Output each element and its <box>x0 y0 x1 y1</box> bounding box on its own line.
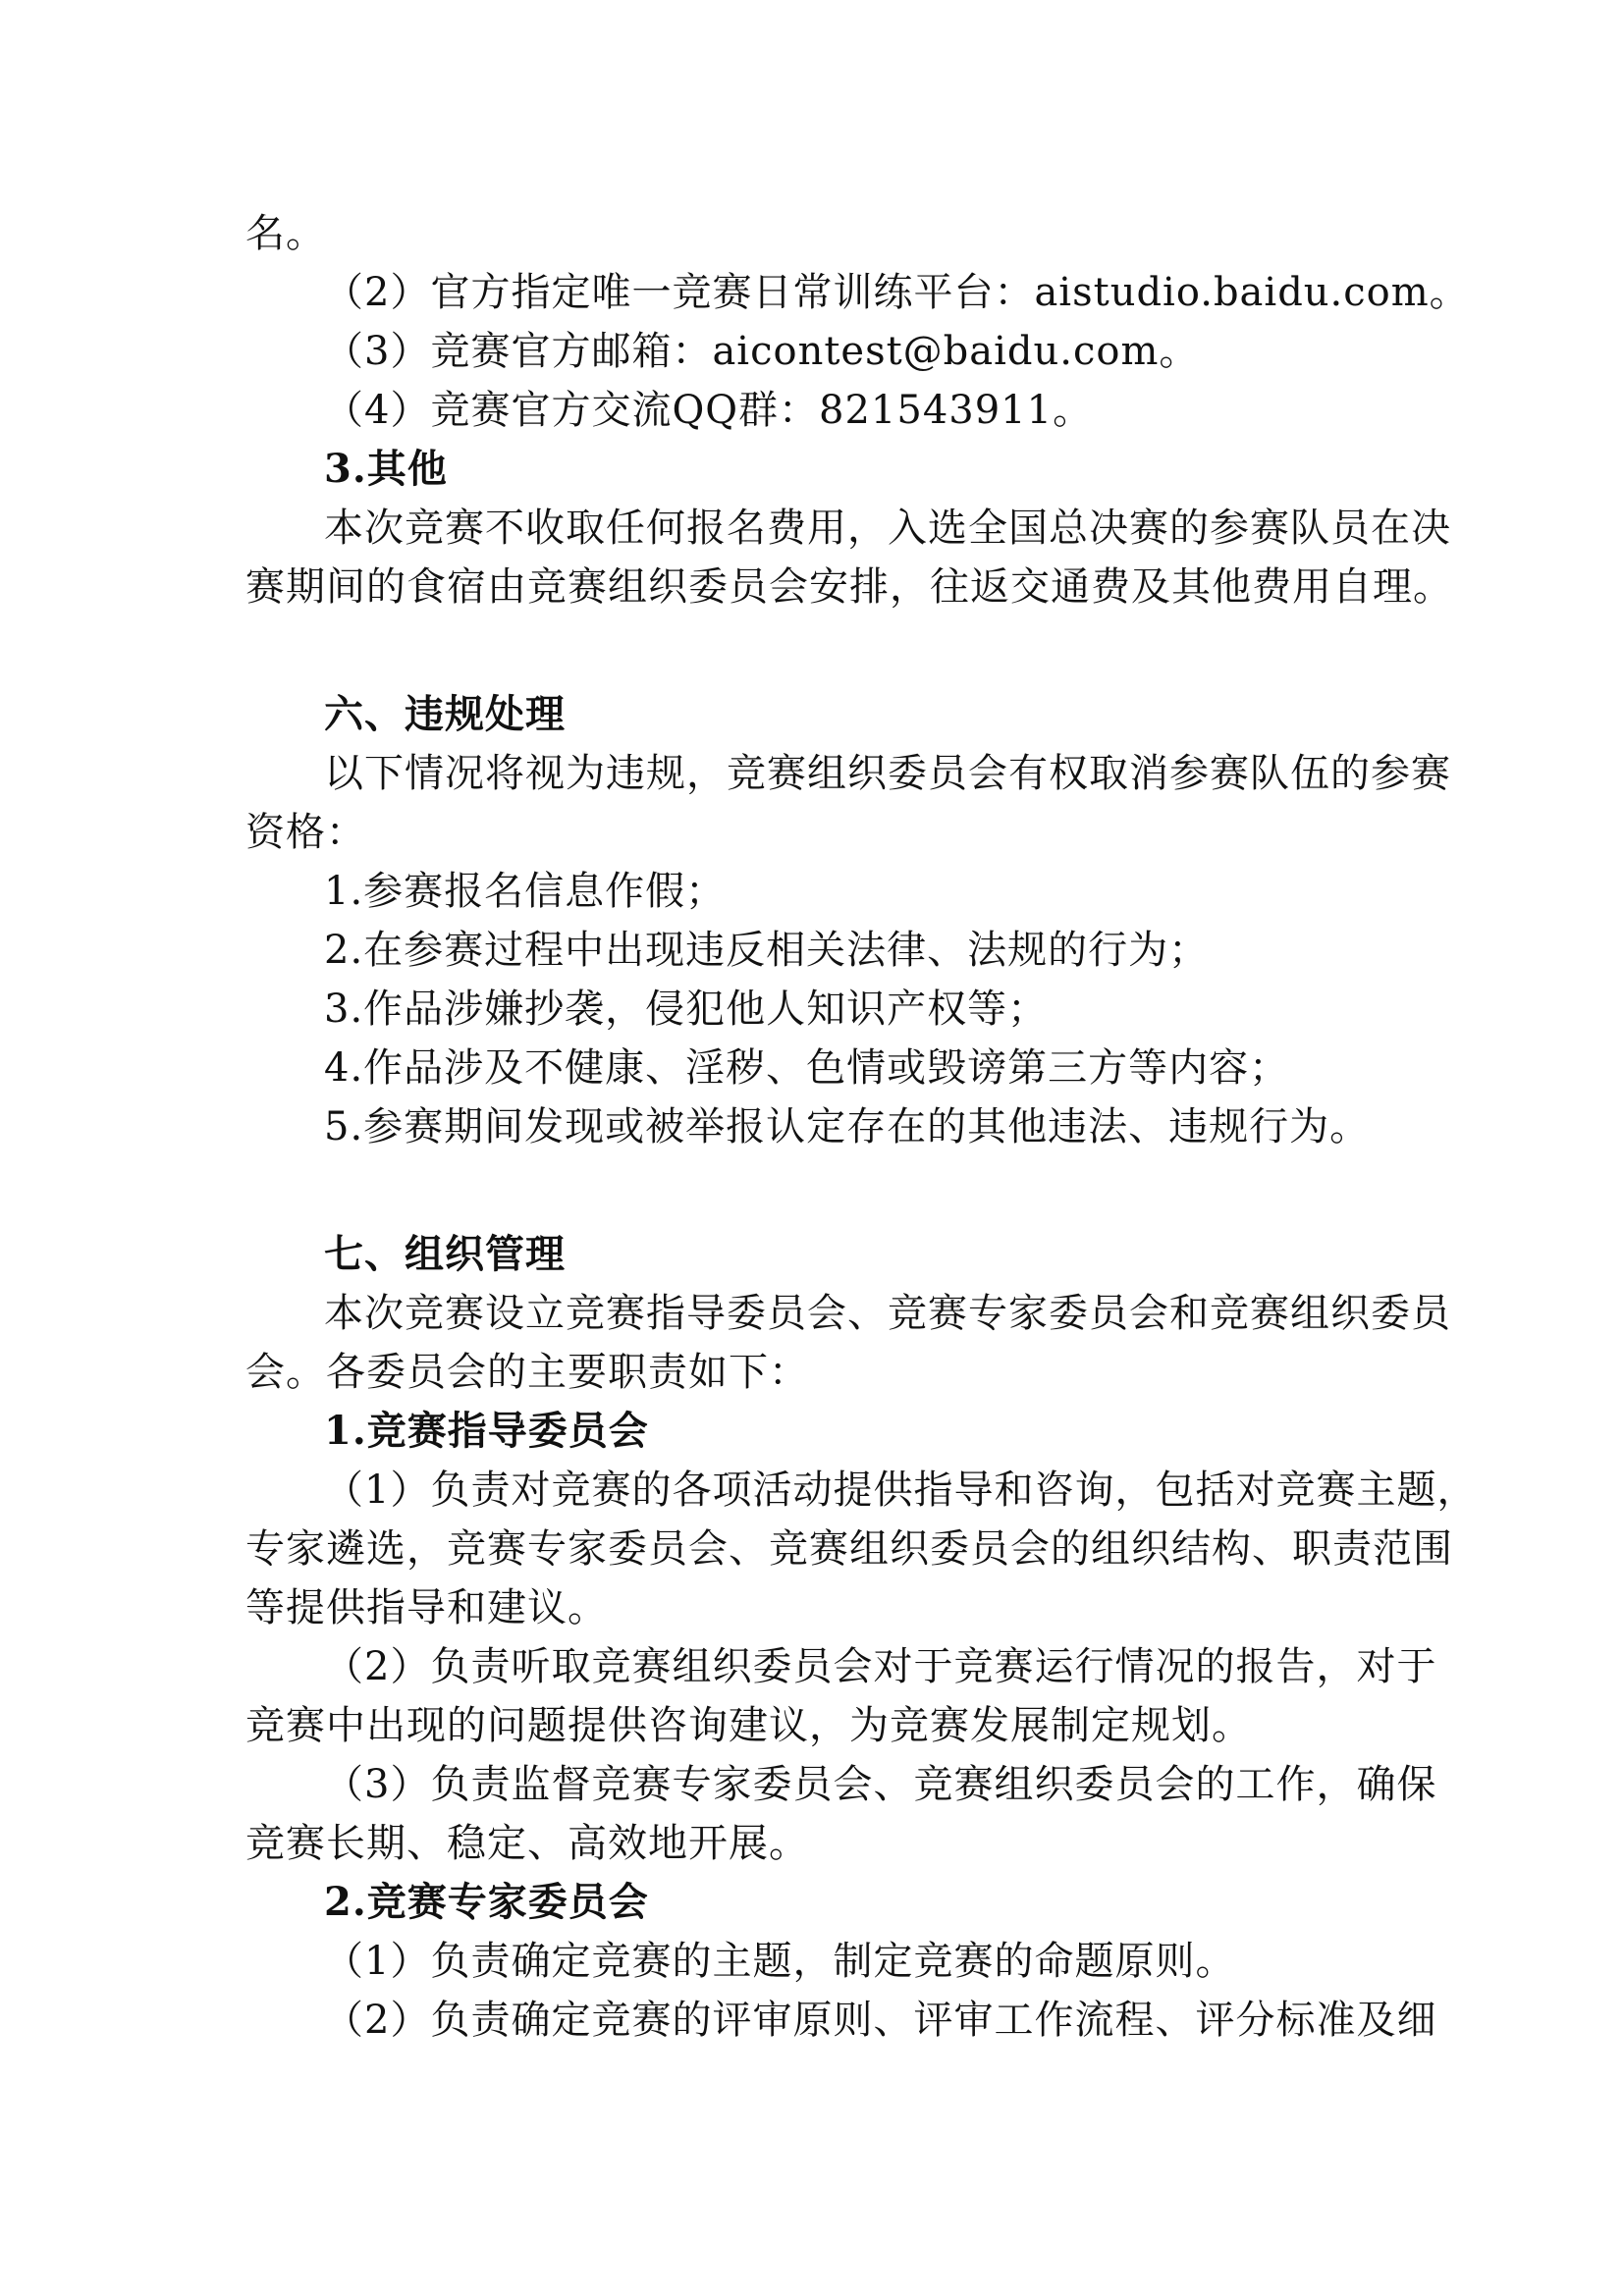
text-line: 竞赛中出现的问题提供咨询建议，为竞赛发展制定规划。 <box>245 1703 1252 1748</box>
section-subheading: 1.竞赛指导委员会 <box>324 1408 649 1454</box>
section-heading: 六、违规处理 <box>324 691 566 737</box>
text-line: （1）负责确定竞赛的主题，制定竞赛的命题原则。 <box>324 1939 1236 1984</box>
text-line: 名。 <box>245 211 326 256</box>
text-line: 专家遴选，竞赛专家委员会、竞赛组织委员会的组织结构、职责范围 <box>245 1526 1453 1572</box>
text-line: 以下情况将视为违规，竞赛组织委员会有权取消参赛队伍的参赛 <box>324 751 1451 796</box>
text-line: （3）竞赛官方邮箱：aicontest@baidu.com。 <box>324 329 1200 374</box>
text-line: （1）负责对竞赛的各项活动提供指导和咨询，包括对竞赛主题， <box>324 1468 1478 1513</box>
section-subheading: 3.其他 <box>324 446 448 492</box>
text-line: 资格： <box>245 810 366 855</box>
text-line: 赛期间的食宿由竞赛组织委员会安排，往返交通费及其他费用自理。 <box>245 564 1453 610</box>
text-line: 本次竞赛不收取任何报名费用，入选全国总决赛的参赛队员在决 <box>324 506 1451 551</box>
text-line: 竞赛长期、稳定、高效地开展。 <box>245 1821 809 1866</box>
list-item: 3.作品涉嫌抄袭，侵犯他人知识产权等； <box>324 987 1049 1032</box>
section-heading: 七、组织管理 <box>324 1231 566 1277</box>
text-line: （2）官方指定唯一竞赛日常训练平台：aistudio.baidu.com。 <box>324 270 1470 315</box>
list-item: 4.作品涉及不健康、淫秽、色情或毁谤第三方等内容； <box>324 1045 1290 1091</box>
text-line: （3）负责监督竞赛专家委员会、竞赛组织委员会的工作，确保 <box>324 1762 1437 1807</box>
text-line: 等提供指导和建议。 <box>245 1585 608 1630</box>
list-item: 2.在参赛过程中出现违反相关法律、法规的行为； <box>324 928 1210 973</box>
text-line: （4）竞赛官方交流QQ群：821543911。 <box>324 388 1094 433</box>
text-line: 会。各委员会的主要职责如下： <box>245 1350 809 1395</box>
text-line: （2）负责确定竞赛的评审原则、评审工作流程、评分标准及细 <box>324 1998 1437 2043</box>
section-subheading: 2.竞赛专家委员会 <box>324 1879 649 1925</box>
list-item: 1.参赛报名信息作假； <box>324 869 727 914</box>
list-item: 5.参赛期间发现或被举报认定存在的其他违法、违规行为。 <box>324 1104 1371 1149</box>
text-line: （2）负责听取竞赛组织委员会对于竞赛运行情况的报告，对于 <box>324 1644 1437 1689</box>
text-line: 本次竞赛设立竞赛指导委员会、竞赛专家委员会和竞赛组织委员 <box>324 1291 1451 1336</box>
